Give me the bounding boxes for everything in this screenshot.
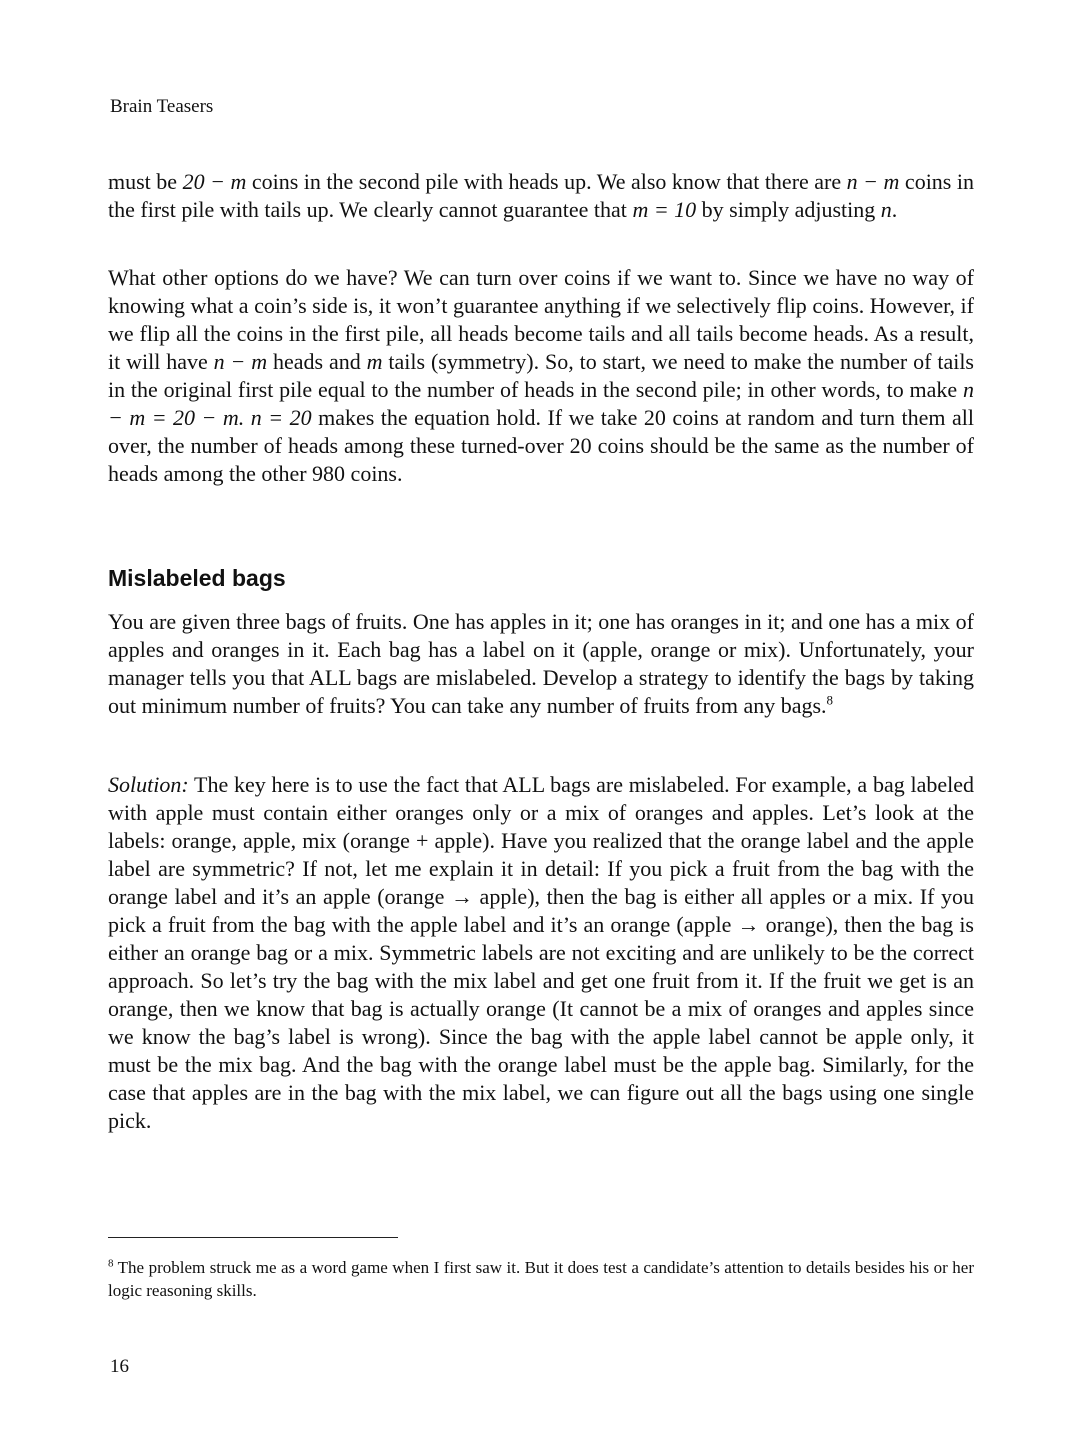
solution-label: Solution: [108,772,189,797]
math-expression: 20 − m [182,169,247,194]
text-run: coins in the first pile with tails up. We clearly cannot guarantee that [108,169,974,222]
math-expression: n = 20 [250,405,312,430]
problem-text: You are given three bags of fruits. One has apples in it; one has oranges in it; and one has a mix of apples and oranges in it. Each bag has a label on it (apple, orange or mix). Unfortunately, your manager tells you that ALL bags are mislabeled. Develop a strategy to identify the bags by taking out minimum number of fruits? You can take any number of fruits from any bags. [108,609,974,718]
footnote-text: The problem struck me as a word game when I first saw it. But it does test a candidate’s attention to details besides his or her logic reasoning skills. [108,1258,974,1300]
text-run: must be [108,169,183,194]
math-expression: m = 10 [632,197,697,222]
math-expression: m [366,349,383,374]
text-run: coins in the second pile with heads up. We also know that there are [246,169,847,194]
text-run: . [891,197,898,222]
math-expression: n − m = 20 − m. [108,377,974,430]
footnote-divider [108,1237,398,1238]
paragraph-coins-continuation [108,168,974,224]
text-run: tails (symmetry). So, to start, we need to make the number of tails in the original first pile equal to the number of heads in the second pile; in other words, to make [108,349,974,402]
text-run: heads and [267,349,367,374]
math-expression: n [880,197,892,222]
text-run: What other options do we have? We can turn over coins if we want to. Since we have no way of knowing what a coin’s side is, it won’t guarantee anything if we selectively flip coins. However, if we flip all the coins in the first pile, all heads become tails and all tails become heads. As a result, it will have [108,265,974,374]
footnote-number: 8 [108,1257,114,1270]
footnote-reference[interactable]: 8 [826,692,834,708]
text-run: by simply adjusting [696,197,881,222]
text-run: makes the equation hold. If we take 20 coins at random and turn them all over, the number of heads among these turned-over 20 coins should be the same as the number of heads among the other 980 coins. [108,405,975,486]
section-title: Mislabeled bags [108,565,286,591]
paragraph-coins-solution [108,264,974,488]
running-header: Brain Teasers [110,96,214,117]
page-number: 16 [110,1356,129,1377]
math-expression: n − m [213,349,268,374]
problem-statement [108,608,974,720]
solution-paragraph [108,771,974,1135]
footnote [108,1256,974,1302]
solution-text: The key here is to use the fact that ALL bags are mislabeled. For example, a bag labeled with apple must contain either oranges only or a mix of oranges and apples. Let’s look at the labels: orange, apple, mix (orange + apple). Have you realized that the orange label and the apple label are symmetric? If not, let me explain it in detail: If you pick a fruit from the bag with the orange label and it’s an apple (orange → apple), then the bag is either all apples or a mix. If you pick a fruit from the bag with the apple label and it’s an orange (apple → orange), then the bag is either an orange bag or a mix. Symmetric labels are not exciting and are unlikely to be the correct approach. So let’s try the bag with the mix label and get one fruit from it. If the fruit we get is an orange, then we know that bag is actually orange (It cannot be a mix of oranges and apples since we know the bag’s label is wrong). Since the bag with the apple label cannot be apple only, it must be the mix bag. And the bag with the orange label must be the apple bag. Similarly, for the case that apples are in the bag with the mix label, we can figure out all the bags using one single pick. [108,772,974,1133]
math-expression: n − m [846,169,900,194]
